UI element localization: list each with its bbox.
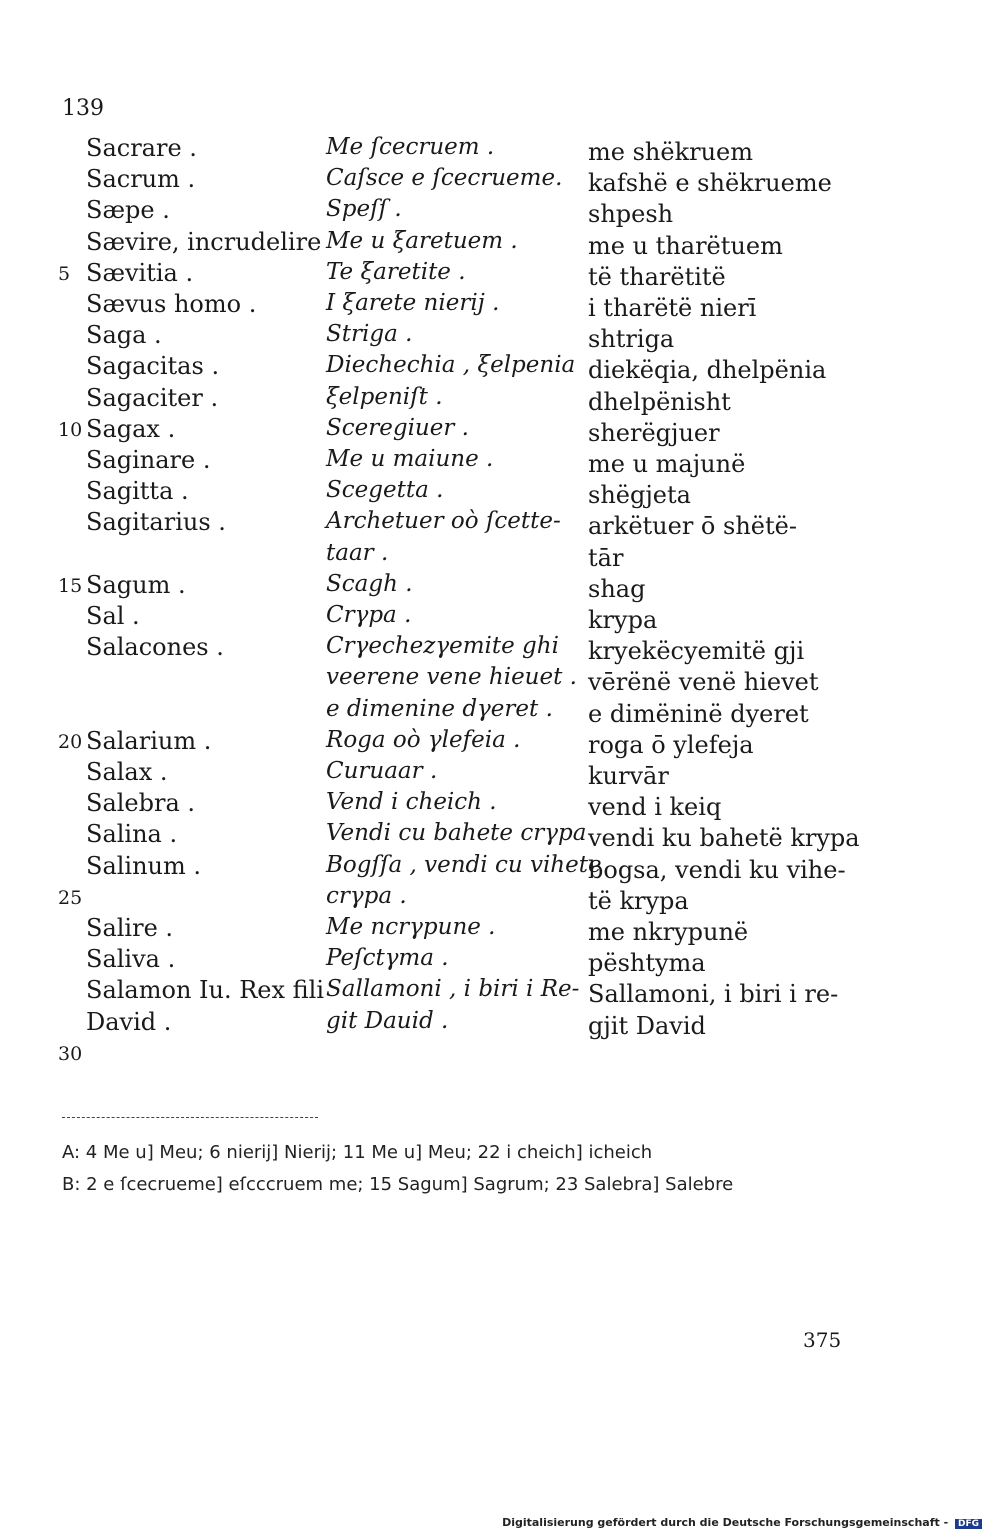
albanian-transcription: me u tharëtuem <box>588 232 783 260</box>
glossary-row <box>0 976 1000 1007</box>
original-gloss: e dimenine dγeret . <box>326 696 553 722</box>
latin-term: Salacones . <box>86 633 224 661</box>
latin-term: Sagaciter . <box>86 384 219 412</box>
glossary-row <box>0 571 1000 602</box>
latin-term: Salina . <box>86 820 178 848</box>
line-number: 5 <box>58 263 71 285</box>
latin-term: Sæpe . <box>86 196 170 224</box>
glossary-row <box>0 540 1000 571</box>
glossary-row <box>0 696 1000 727</box>
original-gloss: Sceregiuer . <box>326 415 469 441</box>
glossary-row <box>0 789 1000 820</box>
latin-term: Sævus homo . <box>86 290 257 318</box>
line-number: 15 <box>58 575 83 597</box>
glossary-row <box>0 196 1000 227</box>
original-gloss: Crγechezγemite ghi <box>326 633 559 659</box>
original-gloss: Diechechia , ξelpenia <box>326 352 576 378</box>
glossary-row <box>0 134 1000 165</box>
line-number: 30 <box>58 1043 83 1065</box>
glossary-row <box>0 602 1000 633</box>
albanian-transcription: diekëqia, dhelpënia <box>588 356 827 384</box>
latin-term: Salax . <box>86 758 168 786</box>
glossary-row <box>0 446 1000 477</box>
original-gloss: Crγpa . <box>326 602 412 628</box>
latin-term: Salarium . <box>86 727 212 755</box>
latin-term: Sævitia . <box>86 259 194 287</box>
original-gloss: Me ncrγpune . <box>326 914 496 940</box>
latin-term: Salire . <box>86 914 174 942</box>
albanian-transcription: shag <box>588 575 646 603</box>
latin-term: Sagum . <box>86 571 186 599</box>
albanian-transcription: me u majunë <box>588 450 746 478</box>
albanian-transcription: roga ō ylefeja <box>588 731 754 759</box>
glossary-row <box>0 352 1000 383</box>
albanian-transcription: Sallamoni, i biri i re- <box>588 980 839 1008</box>
albanian-transcription: tār <box>588 544 624 572</box>
digitization-credit <box>502 1516 982 1529</box>
latin-term: David . <box>86 1008 172 1036</box>
albanian-transcription: dhelpënisht <box>588 388 731 416</box>
original-gloss: Me ſcecruem . <box>326 134 495 160</box>
albanian-transcription: shtriga <box>588 325 675 353</box>
original-gloss: git Dauid . <box>326 1008 449 1034</box>
original-gloss: Me u ξaretuem . <box>326 228 518 254</box>
glossary-row <box>0 945 1000 976</box>
latin-term: Saliva . <box>86 945 176 973</box>
albanian-transcription: kafshë e shëkrueme <box>588 169 832 197</box>
original-gloss: Scagh . <box>326 571 413 597</box>
original-gloss: I ξarete nierij . <box>326 290 500 316</box>
original-gloss: Me u maiune . <box>326 446 494 472</box>
footnote-rule <box>62 1117 318 1118</box>
glossary-row <box>0 1039 1000 1070</box>
latin-term: Sagacitas . <box>86 352 220 380</box>
glossary-row <box>0 384 1000 415</box>
albanian-transcription: shpesh <box>588 200 674 228</box>
line-number: 25 <box>58 887 83 909</box>
glossary-row <box>0 477 1000 508</box>
original-gloss: Sallamoni , i biri i Re- <box>326 976 580 1002</box>
albanian-transcription: arkëtuer ō shëtë- <box>588 512 797 540</box>
glossary-row <box>0 1008 1000 1039</box>
latin-term: Sagax . <box>86 415 176 443</box>
glossary-row <box>0 727 1000 758</box>
latin-term: Saginare . <box>86 446 211 474</box>
glossary-row <box>0 508 1000 539</box>
albanian-transcription: bogsa, vendi ku vihe- <box>588 856 846 884</box>
albanian-transcription: të krypa <box>588 887 689 915</box>
original-gloss: crγpa . <box>326 883 407 909</box>
glossary-row <box>0 883 1000 914</box>
albanian-transcription: vendi ku bahetë krypa <box>588 824 860 852</box>
original-gloss: Caſsce e ſcecrueme. <box>326 165 563 191</box>
latin-term: Salebra . <box>86 789 196 817</box>
original-gloss: Curuaar . <box>326 758 438 784</box>
glossary-row <box>0 415 1000 446</box>
folio-number: 139 <box>62 96 104 121</box>
glossary-row <box>0 165 1000 196</box>
original-gloss: Archetuer oò ſcette- <box>326 508 561 534</box>
original-gloss: Roga oò γlefeia . <box>326 727 521 753</box>
albanian-transcription: pështyma <box>588 949 706 977</box>
albanian-transcription: gjit David <box>588 1012 706 1040</box>
original-gloss: Vendi cu bahete crγpa <box>326 820 587 846</box>
albanian-transcription: kurvār <box>588 762 669 790</box>
albanian-transcription: vend i keiq <box>588 793 722 821</box>
glossary-row <box>0 228 1000 259</box>
apparatus-note-a: A: 4 Me u] Meu; 6 nierij] Nierij; 11 Me u] Meu; 22 i cheich] icheich <box>62 1142 653 1163</box>
latin-term: Sagitta . <box>86 477 189 505</box>
original-gloss: Te ξaretite . <box>326 259 466 285</box>
dfg-logo: DFG <box>955 1519 982 1529</box>
latin-term: Sacrare . <box>86 134 197 162</box>
albanian-transcription: sherëgjuer <box>588 419 720 447</box>
latin-term: Salamon Iu. Rex fili <box>86 976 325 1004</box>
original-gloss: Vend i cheich . <box>326 789 497 815</box>
apparatus-note-b: B: 2 e ſcecrueme] eſcccruem me; 15 Sagum] Sagrum; 23 Salebra] Salebre <box>62 1174 734 1195</box>
albanian-transcription: të tharëtitë <box>588 263 726 291</box>
glossary-row <box>0 664 1000 695</box>
original-gloss: Bogſſa , vendi cu vihete <box>326 852 602 878</box>
original-gloss: Scegetta . <box>326 477 444 503</box>
glossary-row <box>0 820 1000 851</box>
original-gloss: Striga . <box>326 321 413 347</box>
glossary-row <box>0 321 1000 352</box>
latin-term: Sacrum . <box>86 165 196 193</box>
line-number: 20 <box>58 731 83 753</box>
original-gloss: taar . <box>326 540 389 566</box>
latin-term: Sævire, incrudelire <box>86 228 322 256</box>
albanian-transcription: kryekëcyemitë gji <box>588 637 805 665</box>
original-gloss: Peſctγma . <box>326 945 449 971</box>
albanian-transcription: e dimëninë dyeret <box>588 700 809 728</box>
page-number: 375 <box>803 1328 842 1352</box>
albanian-transcription: vērënë venë hievet <box>588 668 819 696</box>
latin-term: Salinum . <box>86 852 202 880</box>
glossary-row <box>0 914 1000 945</box>
albanian-transcription: shëgjeta <box>588 481 691 509</box>
latin-term: Sal . <box>86 602 140 630</box>
albanian-transcription: krypa <box>588 606 658 634</box>
glossary-row <box>0 633 1000 664</box>
original-gloss: Speſſ . <box>326 196 402 222</box>
original-gloss: veerene vene hieuet . <box>326 664 577 690</box>
line-number: 10 <box>58 419 83 441</box>
glossary-row <box>0 290 1000 321</box>
albanian-transcription: me nkrypunë <box>588 918 749 946</box>
latin-term: Sagitarius . <box>86 508 226 536</box>
glossary-row <box>0 758 1000 789</box>
latin-term: Saga . <box>86 321 162 349</box>
albanian-transcription: me shëkruem <box>588 138 753 166</box>
albanian-transcription: i tharëtë nierī <box>588 294 757 322</box>
glossary-row <box>0 259 1000 290</box>
original-gloss: ξelpeniſt . <box>326 384 443 410</box>
credit-text: Digitalisierung gefördert durch die Deutsche Forschungsgemeinschaft - <box>502 1516 949 1529</box>
glossary-row <box>0 852 1000 883</box>
